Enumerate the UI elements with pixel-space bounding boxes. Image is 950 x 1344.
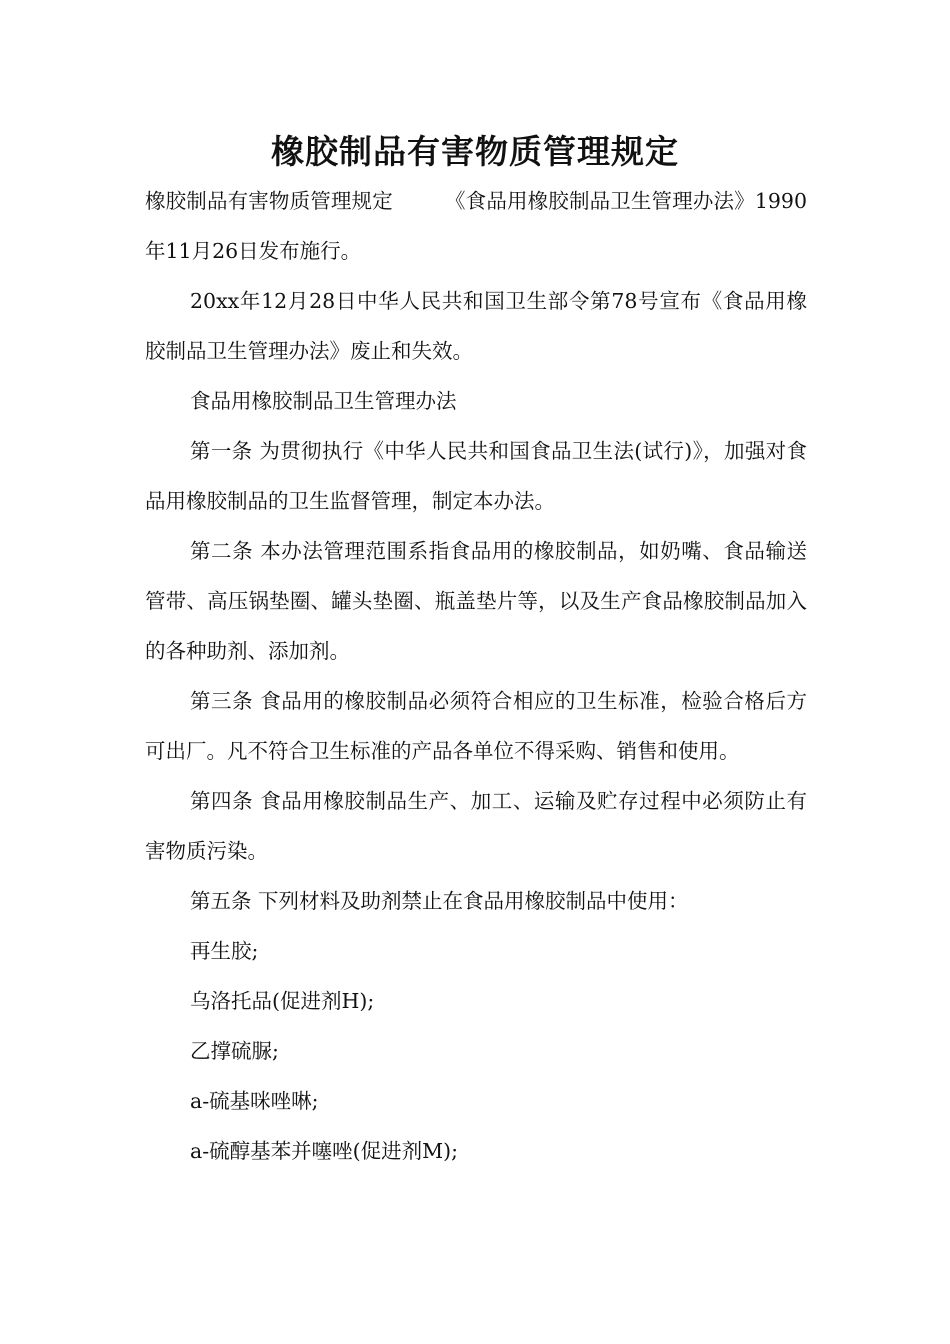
document-body	[145, 176, 807, 1176]
article-5: 第五条 下列材料及助剂禁止在食品用橡胶制品中使用：	[190, 889, 689, 913]
list-item: 乙撑硫脲;	[190, 1039, 279, 1063]
article-2: 第二条 本办法管理范围系指食品用的橡胶制品，如奶嘴、食品输送管带、高压锅垫圈、罐头垫圈、瓶盖垫片等，以及生产食品橡胶制品加入的各种助剂、添加剂。	[145, 539, 807, 663]
section-heading: 食品用橡胶制品卫生管理办法	[190, 389, 457, 413]
article-3: 第三条 食品用的橡胶制品必须符合相应的卫生标准，检验合格后方可出厂。凡不符合卫生标准的产品各单位不得采购、销售和使用。	[145, 689, 807, 763]
article-1: 第一条 为贯彻执行《中华人民共和国食品卫生法(试行)》，加强对食品用橡胶制品的卫生监督管理，制定本办法。	[145, 439, 807, 513]
intro-paragraph	[145, 176, 807, 276]
article-4: 第四条 食品用橡胶制品生产、加工、运输及贮存过程中必须防止有害物质污染。	[145, 789, 807, 863]
list-item: a-硫醇基苯并噻唑(促进剂M);	[190, 1139, 459, 1163]
list-item: 乌洛托品(促进剂H);	[190, 989, 375, 1013]
list-item: 再生胶;	[190, 939, 259, 963]
document-title: 橡胶制品有害物质管理规定	[271, 132, 679, 171]
paragraph: 20xx年12月28日中华人民共和国卫生部令第78号宣布《食品用橡胶制品卫生管理办法》废止和失效。	[145, 289, 807, 363]
intro-heading: 橡胶制品有害物质管理规定	[145, 189, 393, 213]
intro-text: 《食品用橡胶制品卫生管理办法》1990年11月26日发布施行。	[145, 189, 808, 263]
list-item: a-硫基咪唑啉;	[190, 1089, 319, 1113]
